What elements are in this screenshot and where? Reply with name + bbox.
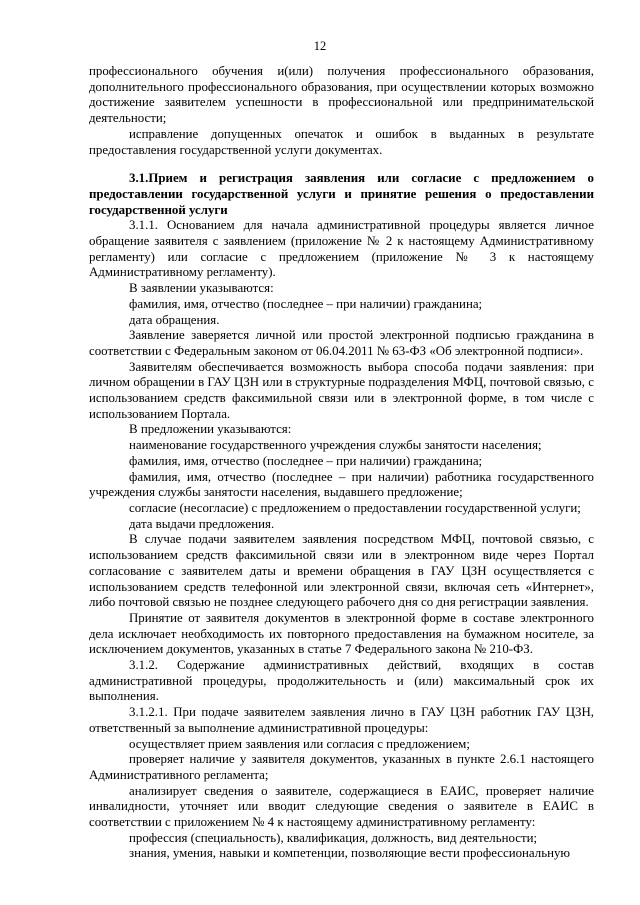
paragraph: согласие (несогласие) с предложением о предоставлении государственной услуги; [129,500,581,515]
document-body [89,64,594,862]
paragraph: фамилия, имя, отчество (последнее – при наличии) работника государственного учреждения службы занятости населения, выдавшего предложение; [89,469,594,500]
paragraph: 3.1.2. Содержание административных действий, входящих в состав административной процедуры, продолжительность и (или) максимальный срок их выполнения. [89,658,594,704]
paragraph: В предложении указываются: [129,422,292,437]
paragraph: Принятие от заявителя документов в электронной форме в составе электронного дела исключает необходимость их повторного предоставления на бумажном носителе, за исключением документов, указанных в статье 7 Федерального закона № 210-ФЗ. [89,610,594,657]
paragraph: дата выдачи предложения. [129,516,275,531]
paragraph: Заявителям обеспечивается возможность выбора способа подачи заявления: при личном обращении в ГАУ ЦЗН или в структурные подразделения МФЦ, почтовой связью, с использованием средств факсимильной связи или в электронной форме, в том числе с использованием Портала. [89,359,594,421]
paragraph: знания, умения, навыки и компетенции, позволяющие вести профессиональную [129,846,571,861]
paragraph: фамилия, имя, отчество (последнее – при наличии) гражданина; [129,296,483,311]
paragraph: фамилия, имя, отчество (последнее – при наличии) гражданина; [129,453,483,468]
page-number: 12 [313,39,327,53]
paragraph: исправление допущенных опечаток и ошибок в выданных в результате предоставления государственной услуги документах. [89,126,594,157]
paragraph-spacer [89,158,594,171]
paragraph: 3.1.1. Основанием для начала административной процедуры является личное обращение заявителя с заявлением (приложение № 2 к настоящему Административному регламенту) или согласие с предложением (приложение № 3 к настоящему Административному регламенту). [89,218,594,280]
paragraph: наименование государственного учреждения службы занятости населения; [129,438,542,453]
section-heading: 3.1.Прием и регистрация заявления или согласие с предложением о предоставлении государственной услуги и принятие решения о предоставлении государственной услуги [89,171,594,217]
paragraph: проверяет наличие у заявителя документов, указанных в пункте 2.6.1 настоящего Административного регламента; [89,752,594,782]
paragraph: В заявлении указываются: [129,281,274,296]
paragraph: 3.1.2.1. При подаче заявителем заявления лично в ГАУ ЦЗН работник ГАУ ЦЗН, ответственный за выполнение административной процедуры: [89,705,594,735]
paragraph: профессионального обучения и(или) получения профессионального образования, дополнительного профессионального образования, при осуществлении которых возможно достижение заявителем успешности в профессиональной или предпринимательской деятельности; [89,64,594,126]
paragraph: осуществляет прием заявления или согласия с предложением; [129,736,470,751]
paragraph: профессия (специальность), квалификация, должность, вид деятельности; [129,830,538,845]
paragraph: В случае подачи заявителем заявления посредством МФЦ, почтовой связью, с использованием средств факсимильной связи или в электронном виде через Портал согласование с заявителем даты и времени обращения в ГАУ ЦЗН осуществляется с использованием средств телефонной или электронной связи, включая сеть «Интернет», либо почтовой связью не позднее следующего рабочего дня со дня регистрации заявления. [89,532,594,610]
paragraph: дата обращения. [129,312,220,327]
paragraph: Заявление заверяется личной или простой электронной подписью гражданина в соответствии с Федеральным законом от 06.04.2011 № 63-ФЗ «Об электронной подписи». [89,328,594,358]
paragraph: анализирует сведения о заявителе, содержащиеся в ЕАИС, проверяет наличие инвалидности, уточняет или вводит следующие сведения о заявителе в ЕАИС в соответствии с приложением № 4 к настоящему административному регламенту: [89,783,594,830]
